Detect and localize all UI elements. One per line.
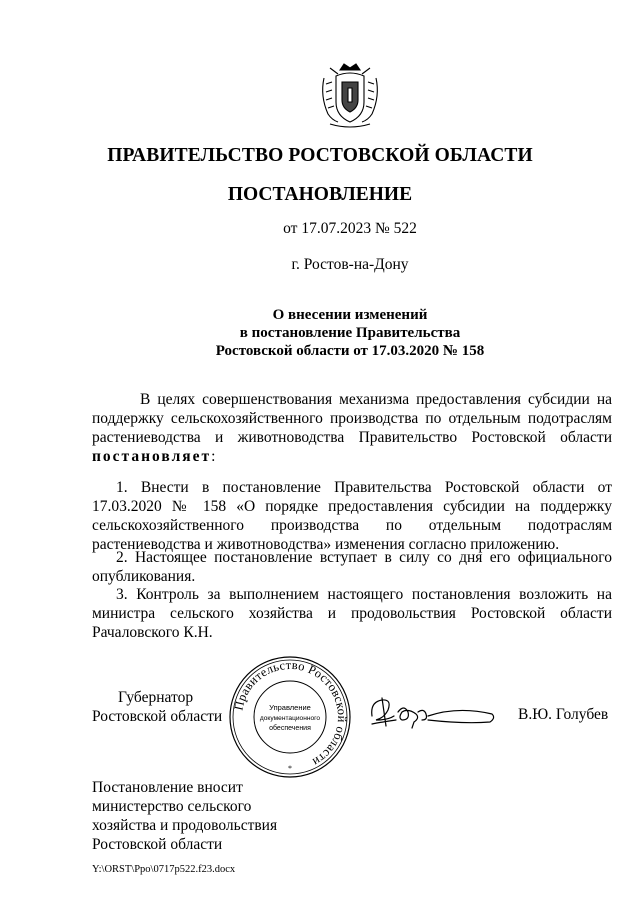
seal-center-line: обеспечения: [269, 725, 311, 732]
subject-line: в постановление Правительства: [239, 325, 461, 341]
preamble-paragraph: [92, 390, 612, 466]
city: г. Ростов-на-Дону: [291, 256, 409, 273]
decree-item-2: 2. Настоящее постановление вступает в силу со дня его официального опубликования.: [92, 549, 612, 585]
decree-item-1: 1. Внести в постановление Правительства Ростовской области от 17.03.2020 № 158 «О порядке предоставления субсидии на поддержку сельскохозяйственного производства по отдельным подотраслям растениеводства и животноводства» изменения согласно приложению.: [92, 479, 612, 553]
signatory-title-line: Губернатор: [118, 689, 194, 706]
date-number: от 17.07.2023 № 522: [283, 220, 417, 237]
file-path: Y:\ORST\Ppo\0717p522.f23.docx: [92, 864, 236, 875]
preamble-text: В целях совершенствования механизма предоставления субсидии на поддержку сельскохозяйственного производства по отдельным подотраслям растениеводства и животноводства Правительство Ростовской области: [92, 391, 612, 446]
decree-item-3: 3. Контроль за выполнением настоящего постановления возложить на министра сельского хозяйства и продовольствия Ростовской области Рачаловского К.Н.: [92, 586, 612, 641]
signatory-title-line: Ростовской области: [92, 708, 223, 725]
seal-star: *: [288, 764, 292, 773]
submitted-by-line: министерство сельского: [92, 798, 252, 815]
signatory-title: [92, 688, 232, 726]
official-seal-icon: [228, 655, 352, 779]
government-title: ПРАВИТЕЛЬСТВО РОСТОВСКОЙ ОБЛАСТИ: [107, 145, 533, 166]
seal-ring-text: Правительство Ростовской области: [231, 657, 350, 770]
seal-center-line: документационного: [259, 715, 321, 722]
handwritten-signature-icon: [368, 690, 498, 734]
submitted-by-note: [92, 778, 312, 854]
signatory-name: В.Ю. Голубев: [518, 706, 609, 723]
coat-of-arms-icon: [318, 62, 382, 130]
subject-line: О внесении изменений: [272, 307, 428, 323]
preamble-end: :: [211, 448, 216, 465]
submitted-by-line: Ростовской области: [92, 836, 223, 853]
submitted-by-line: Постановление вносит: [92, 779, 243, 796]
submitted-by-line: хозяйства и продовольствия: [92, 817, 278, 834]
seal-center-line: Управление: [269, 703, 311, 712]
subject-line: Ростовской области от 17.03.2020 № 158: [215, 343, 485, 359]
document-type-title: ПОСТАНОВЛЕНИЕ: [227, 184, 413, 205]
document-subject: [0, 306, 640, 360]
preamble-keyword: постановляет: [92, 448, 212, 465]
